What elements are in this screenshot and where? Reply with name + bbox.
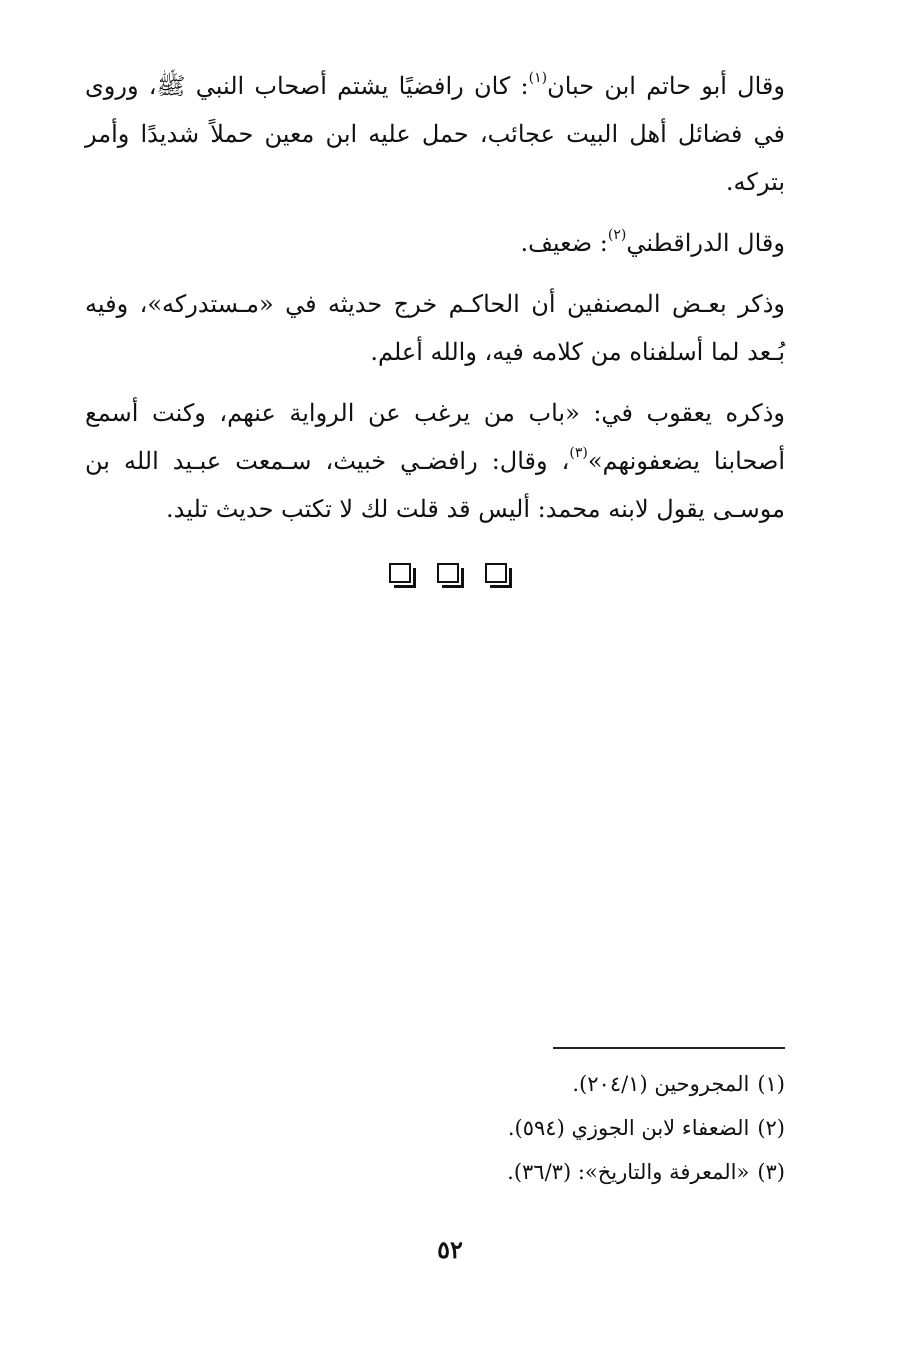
paragraph-text: وذكره يعقوب في: «باب من يرغب عن الرواية عنهم، وكنت أسمع أصحابنا يضعفونهم»	[85, 399, 785, 475]
footnote-text: الضعفاء لابن الجوزي (٥٩٤).	[507, 1116, 750, 1140]
footnote-number: (٣)	[757, 1160, 785, 1184]
paragraph-text: وقال أبو حاتم ابن حبان	[547, 72, 785, 100]
footnote-number: (٢)	[757, 1116, 785, 1140]
paragraph-text: : كان رافضيًا يشتم أصحاب النبي ﷺ، وروى في فضائل أهل البيت عجائب، حمل عليه ابن معين حملاً شديدًا وأمر بتركه.	[85, 72, 785, 196]
section-divider	[0, 563, 900, 587]
footnote-text: المجروحين (٢٠٤/١).	[572, 1072, 750, 1096]
paragraph-yaqub	[85, 389, 785, 533]
paragraph-text: : ضعيف.	[520, 229, 608, 257]
paragraph-text: وذكر بعـض المصنفين أن الحاكـم خرج حديثه في «مـستدركه»، وفيه بُـعد لما أسلفناه من كلامه فيه، والله أعلم.	[85, 290, 785, 366]
footnotes	[300, 1062, 785, 1194]
paragraph-mustadrak	[85, 280, 785, 376]
square-ornament-icon	[437, 563, 463, 587]
main-text	[85, 62, 785, 546]
footnote-ref-3: (٣)	[569, 445, 588, 461]
footnote-2	[300, 1106, 785, 1150]
footnote-ref-2: (٢)	[607, 227, 627, 243]
square-ornament-icon	[485, 563, 511, 587]
footnote-ref-1: (١)	[528, 70, 548, 86]
page-number: ٥٢	[437, 1235, 463, 1264]
paragraph-ibn-hibban	[85, 62, 785, 206]
paragraph-daraqutni	[85, 219, 785, 267]
paragraph-text: ، وقال: رافضـي خبيث، سـمعت عبـيد الله بن موسـى يقول لابنه محمد: أليس قد قلت لك لا تكتب حديث تليد.	[85, 447, 785, 523]
footnote-3	[300, 1150, 785, 1194]
footnote-number: (١)	[757, 1072, 785, 1096]
footnote-separator	[553, 1047, 785, 1049]
square-ornament-icon	[389, 563, 415, 587]
footnote-text: «المعرفة والتاريخ»: (٣٦/٣).	[507, 1160, 750, 1184]
paragraph-text: وقال الدراقطني	[626, 229, 785, 257]
footnote-1	[300, 1062, 785, 1106]
